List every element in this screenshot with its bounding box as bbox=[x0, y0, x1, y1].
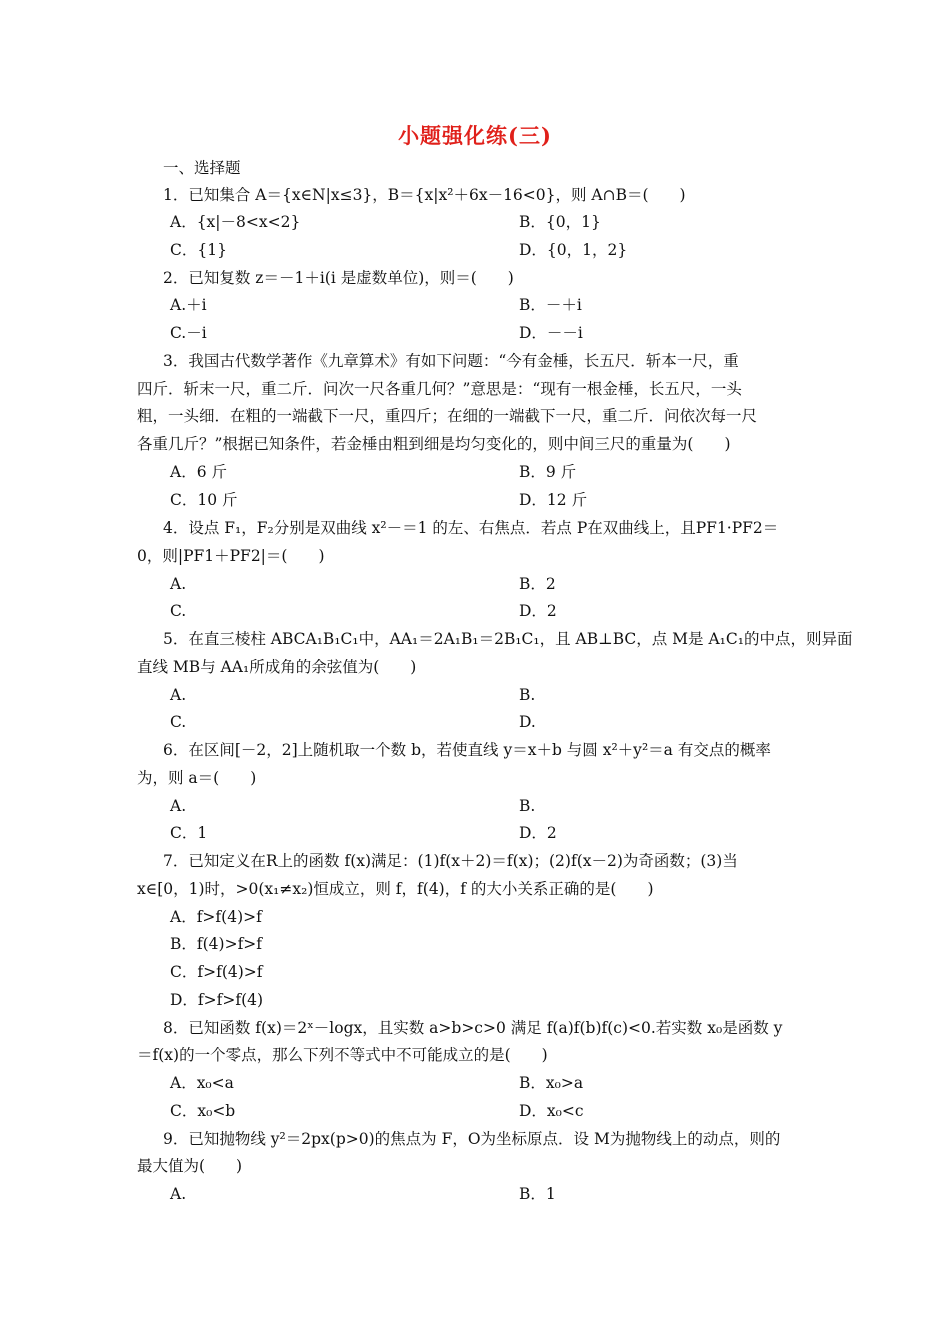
question-1: 1．已知集合 A＝{x∈N|x≤3}，B＝{x|x²＋6x－16<0}，则 A∩B＝( ) bbox=[163, 186, 686, 204]
q5-option-b: B. bbox=[519, 686, 536, 704]
q3-option-c: C．10 斤 bbox=[170, 491, 238, 509]
q4-option-c: C. bbox=[170, 602, 187, 620]
q2-option-a: A.＋i bbox=[170, 296, 207, 314]
question-3-line-4: 各重几斤？”根据已知条件，若金棰由粗到细是均匀变化的，则中间三尺的重量为( ) bbox=[137, 435, 731, 453]
q4-option-a: A. bbox=[170, 575, 187, 593]
question-3-line-3: 粗，一头细．在粗的一端截下一尺，重四斤；在细的一端截下一尺，重二斤．问依次每一尺 bbox=[137, 407, 758, 425]
q2-option-d: D．－－i bbox=[519, 324, 583, 342]
question-4-line-2: 0，则|PF1＋PF2|＝( ) bbox=[137, 547, 325, 565]
q1-option-d: D．{0，1，2} bbox=[519, 241, 628, 259]
q1-option-b: B．{0，1} bbox=[519, 213, 601, 231]
page-title: 小题强化练(三) bbox=[398, 123, 552, 148]
q1-option-c: C．{1} bbox=[170, 241, 227, 259]
q6-option-a: A. bbox=[170, 797, 187, 815]
question-8-line-1: 8．已知函数 f(x)＝2ˣ－logx，且实数 a>b>c>0 满足 f(a)f(b)f(c)<0.若实数 x₀是函数 y bbox=[163, 1019, 783, 1037]
q7-option-b: B．f(4)>f>f bbox=[170, 935, 263, 953]
q9-option-a: A. bbox=[170, 1185, 187, 1203]
question-9-line-2: 最大值为( ) bbox=[137, 1157, 243, 1175]
q3-option-b: B．9 斤 bbox=[519, 463, 577, 481]
q8-option-c: C．x₀<b bbox=[170, 1102, 236, 1120]
q4-option-b: B．2 bbox=[519, 575, 556, 593]
question-5-line-1: 5．在直三棱柱 ABCA₁B₁C₁中，AA₁＝2A₁B₁＝2B₁C₁，且 AB⊥BC，点 M是 A₁C₁的中点，则异面 bbox=[163, 630, 853, 648]
question-4-line-1: 4．设点 F₁，F₂分别是双曲线 x²－＝1 的左、右焦点．若点 P在双曲线上，且PF1·PF2＝ bbox=[163, 519, 779, 537]
q5-option-c: C. bbox=[170, 713, 187, 731]
question-5-line-2: 直线 MB与 AA₁所成角的余弦值为( ) bbox=[137, 658, 417, 676]
section-heading: 一、选择题 bbox=[163, 159, 241, 177]
q9-option-b: B．1 bbox=[519, 1185, 556, 1203]
question-8-line-2: ＝f(x)的一个零点，那么下列不等式中不可能成立的是( ) bbox=[137, 1046, 548, 1064]
q6-option-b: B. bbox=[519, 797, 536, 815]
q8-option-d: D．x₀<c bbox=[519, 1102, 584, 1120]
question-6-line-2: 为，则 a＝( ) bbox=[137, 769, 257, 787]
question-6-line-1: 6．在区间[－2，2]上随机取一个数 b，若使直线 y＝x＋b 与圆 x²＋y²＝a 有交点的概率 bbox=[163, 741, 771, 759]
q3-option-d: D．12 斤 bbox=[519, 491, 588, 509]
question-3-line-2: 四斤．斩末一尺，重二斤．问次一尺各重几何？”意思是：“现有一根金棰，长五尺，一头 bbox=[137, 380, 742, 398]
q3-option-a: A．6 斤 bbox=[170, 463, 227, 481]
q2-option-c: C.－i bbox=[170, 324, 207, 342]
q8-option-a: A．x₀<a bbox=[170, 1074, 234, 1092]
q2-option-b: B．－＋i bbox=[519, 296, 582, 314]
q7-option-c: C．f>f(4)>f bbox=[170, 963, 263, 981]
q6-option-d: D．2 bbox=[519, 824, 557, 842]
question-7-line-2: x∈[0，1)时，>0(x₁≠x₂)恒成立，则 f，f(4)，f 的大小关系正确的是( ) bbox=[137, 880, 654, 898]
q7-option-d: D．f>f>f(4) bbox=[170, 991, 264, 1009]
question-3-line-1: 3．我国古代数学著作《九章算术》有如下问题：“今有金棰，长五尺．斩本一尺，重 bbox=[163, 352, 739, 370]
q5-option-a: A. bbox=[170, 686, 187, 704]
q1-option-a: A．{x|－8<x<2} bbox=[170, 213, 301, 231]
question-2: 2．已知复数 z＝－1＋i(i 是虚数单位)，则＝( ) bbox=[163, 269, 514, 287]
q7-option-a: A．f>f(4)>f bbox=[170, 908, 262, 926]
q5-option-d: D. bbox=[519, 713, 536, 731]
question-7-line-1: 7．已知定义在R上的函数 f(x)满足：(1)f(x＋2)＝f(x)；(2)f(x－2)为奇函数；(3)当 bbox=[163, 852, 738, 870]
q4-option-d: D．2 bbox=[519, 602, 557, 620]
question-9-line-1: 9．已知抛物线 y²＝2px(p>0)的焦点为 F，O为坐标原点．设 M为抛物线上的动点，则的 bbox=[163, 1130, 781, 1148]
q8-option-b: B．x₀>a bbox=[519, 1074, 584, 1092]
q6-option-c: C．1 bbox=[170, 824, 208, 842]
